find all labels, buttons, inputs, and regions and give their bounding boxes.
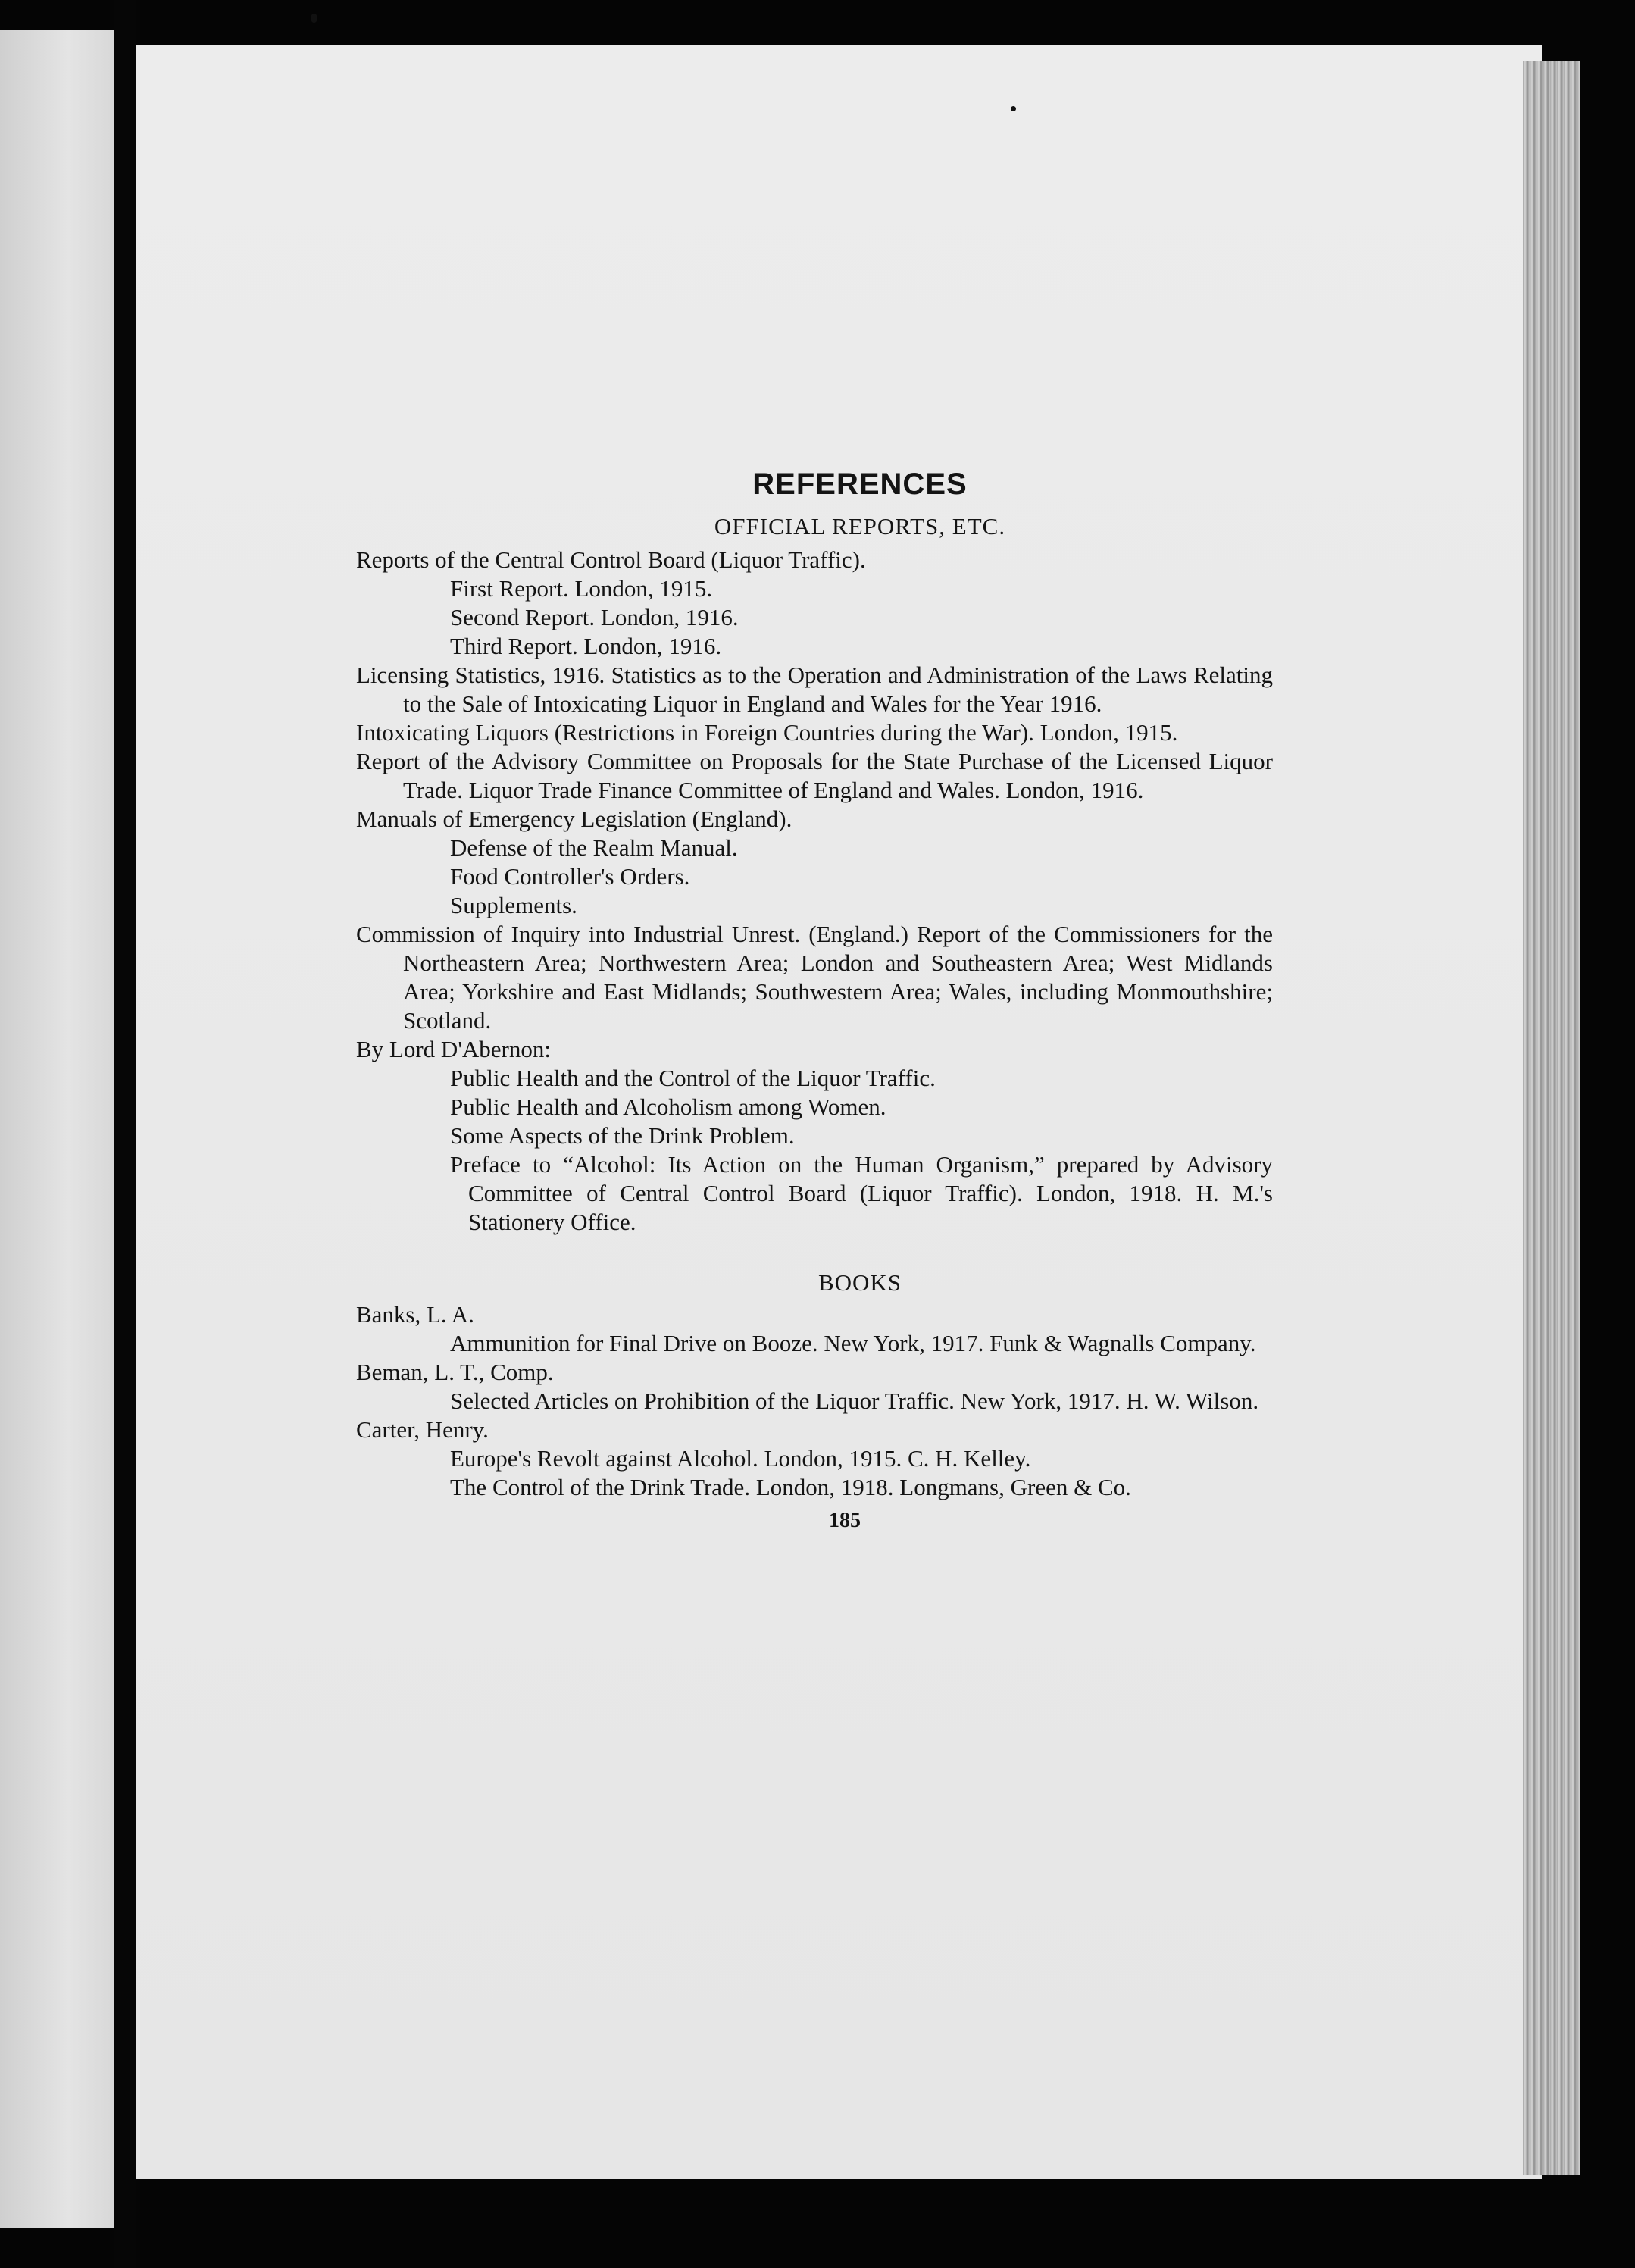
book-gutter [114, 0, 136, 2268]
reference-entry [356, 661, 1273, 718]
reference-entry-text: By Lord D'Abernon: [356, 1036, 551, 1062]
official-reports-list [356, 546, 1273, 1237]
reference-subentry: Public Health and the Control of the Liquor Traffic. [450, 1065, 936, 1091]
reference-entry-text: Intoxicating Liquors (Restrictions in Foreign Countries during the War). London, 1915. [356, 719, 1178, 746]
page-stack-edge [1523, 61, 1580, 2175]
page-number: 185 [829, 1509, 861, 1532]
reference-entry-text: Beman, L. T., Comp. [356, 1359, 554, 1385]
reference-entry-text: Report of the Advisory Committee on Proposals for the State Purchase of the Licensed Liquor Trade. Liquor Trade Finance Committee of England and Wales. London, 1916. [356, 748, 1273, 803]
reference-entry-text: Commission of Inquiry into Industrial Unrest. (England.) Report of the Commissioners for the Northeastern Area; Northwestern Area; London and Southeastern Area; West Midlands Area; Yorkshire and East Midlands; Southwestern Area; Wales, including Monmouthshire; Scotland. [356, 921, 1273, 1034]
reference-subentry: Public Health and Alcoholism among Women. [450, 1093, 886, 1120]
books-list [356, 1300, 1273, 1502]
references-text [356, 470, 1273, 1535]
reference-subentry: Food Controller's Orders. [450, 863, 690, 890]
reference-subentry: Ammunition for Final Drive on Booze. New York, 1917. Funk & Wagnalls Company. [450, 1330, 1256, 1356]
scan-speck [311, 14, 317, 23]
reference-subentry: Supplements. [450, 892, 577, 918]
reference-subentry-list [356, 1387, 1273, 1416]
reference-subentry-list [356, 834, 1273, 920]
reference-entry [356, 920, 1273, 1035]
reference-subentry-list [356, 1064, 1273, 1237]
reference-subentry: Defense of the Realm Manual. [450, 834, 738, 861]
reference-entry [356, 805, 1273, 920]
reference-entry-text: Banks, L. A. [356, 1301, 474, 1328]
reference-subentry-list [356, 574, 1273, 661]
reference-subentry: Second Report. London, 1916. [450, 604, 739, 630]
reference-entry [356, 1416, 1273, 1502]
reference-entry-text: Licensing Statistics, 1916. Statistics as to the Operation and Administration of the Laws Relating to the Sale of Intoxicating Liquor in England and Wales for the Year 1916. [356, 662, 1273, 717]
reference-entry-text: Carter, Henry. [356, 1416, 489, 1443]
page-title: REFERENCES [752, 468, 968, 501]
books-heading: BOOKS [818, 1269, 902, 1296]
reference-subentry: Some Aspects of the Drink Problem. [450, 1122, 795, 1149]
reference-entry [356, 1300, 1273, 1358]
reference-subentry: Selected Articles on Prohibition of the Liquor Traffic. New York, 1917. H. W. Wilson. [450, 1387, 1259, 1414]
reference-subentry: The Control of the Drink Trade. London, 1918. Longmans, Green & Co. [450, 1474, 1131, 1500]
scan-speck [1011, 106, 1016, 111]
reference-entry [356, 1358, 1273, 1416]
reference-entry [356, 546, 1273, 661]
reference-subentry: Third Report. London, 1916. [450, 633, 722, 659]
reference-subentry-list [356, 1444, 1273, 1502]
reference-subentry: Europe's Revolt against Alcohol. London, 1915. C. H. Kelley. [450, 1445, 1031, 1472]
reference-entry [356, 1035, 1273, 1237]
reference-entry-text: Reports of the Central Control Board (Liquor Traffic). [356, 546, 866, 573]
previous-page-edge [0, 30, 114, 2228]
reference-entry [356, 747, 1273, 805]
reference-subentry: Preface to “Alcohol: Its Action on the Human Organism,” prepared by Advisory Committee of Central Control Board (Liquor Traffic). London, 1918. H. M.'s Stationery Office. [450, 1151, 1273, 1235]
official-reports-heading: OFFICIAL REPORTS, ETC. [714, 513, 1006, 540]
reference-subentry: First Report. London, 1915. [450, 575, 713, 602]
reference-entry-text: Manuals of Emergency Legislation (England). [356, 806, 792, 832]
reference-subentry-list [356, 1329, 1273, 1358]
reference-entry [356, 718, 1273, 747]
